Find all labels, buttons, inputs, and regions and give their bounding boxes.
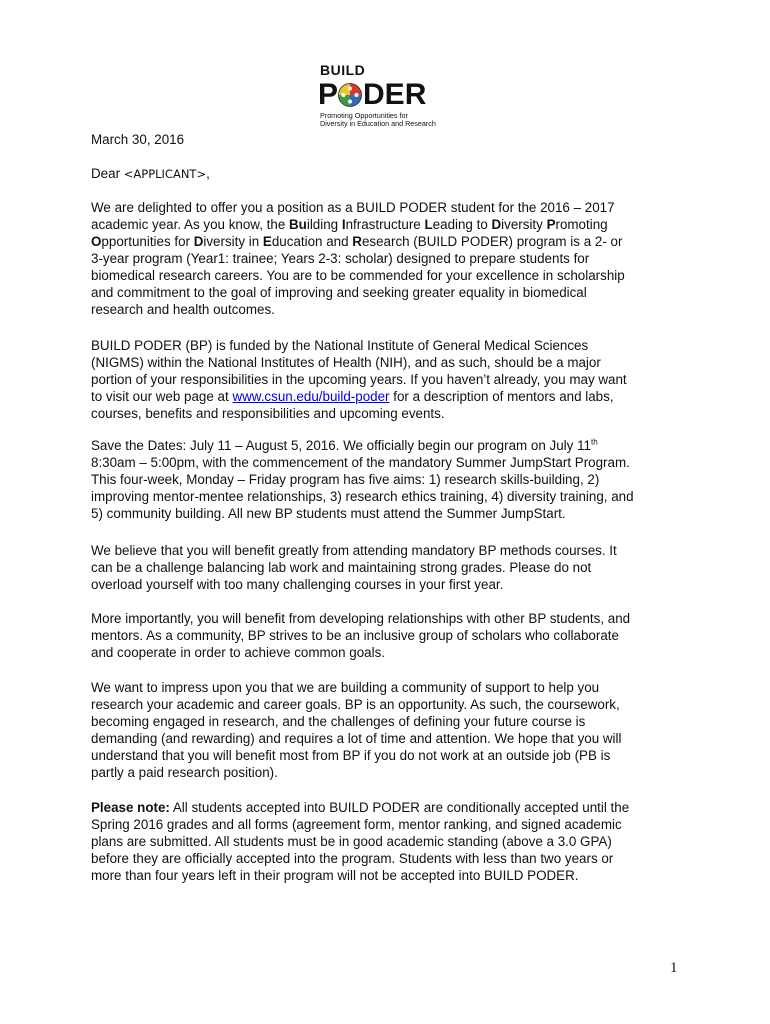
acronym-letter: R <box>352 234 362 249</box>
text-line: (NIGMS) within the National Institutes of Health (NIH), and as such, should be a major <box>91 355 601 370</box>
text-line: 3-year program (Year1: trainee; Years 2-3: scholar) designed to prepare students for <box>91 251 590 266</box>
text-run: romoting <box>555 217 608 232</box>
text-run: ducation and <box>271 234 353 249</box>
text-line: More importantly, you will benefit from developing relationships with other BP students, and <box>91 611 631 626</box>
applicant-placeholder: <APPLICANT> <box>123 167 207 181</box>
text-line: portion of your responsibilities in the upcoming years. If you haven’t already, you may want <box>91 372 627 387</box>
text-line: can be a challenge balancing lab work and maintaining strong grades. Please do not <box>91 560 592 575</box>
ordinal-suffix: th <box>590 437 598 447</box>
salutation <box>91 165 691 183</box>
text-line: research and health outcomes. <box>91 302 275 317</box>
text-run: nfrastructure <box>345 217 425 232</box>
text-line: We want to impress upon you that we are building a community of support to help you <box>91 680 600 695</box>
paragraph-dates <box>91 437 691 522</box>
acronym-letter: I <box>341 217 346 232</box>
text-line: mentors. As a community, BP strives to be an inclusive group of scholars who collaborate <box>91 628 619 643</box>
text-line: We believe that you will benefit greatly from attending mandatory BP methods courses. It <box>91 543 617 558</box>
salutation-suffix: , <box>206 166 210 181</box>
paragraph-community <box>91 679 691 781</box>
text-line: improving mentor-mentee relationships, 3) research ethics training, 4) diversity training, and <box>91 489 634 504</box>
text-line: and commitment to the goal of improving and seeking greater equality in biomedical <box>91 285 587 300</box>
logo-tagline <box>320 112 436 128</box>
text-line <box>91 437 691 454</box>
text-run: Save the Dates: July 11 – August 5, 2016. We officially begin our program on July 11 <box>91 438 591 453</box>
text-line: before they are officially accepted into the program. Students with less than two years or <box>91 851 614 866</box>
text-run: All students accepted into BUILD PODER are conditionally accepted until the <box>169 800 630 815</box>
text-run: pportunities for <box>101 234 194 249</box>
acronym-letter: P <box>546 217 556 232</box>
web-page-link[interactable]: www.csun.edu/build-poder <box>232 389 390 404</box>
logo-tagline-line: Promoting Opportunities for <box>320 111 408 120</box>
text-line: and cooperate in order to achieve common goals. <box>91 645 386 660</box>
text-line: Spring 2016 grades and all forms (agreement form, mentor ranking, and signed academic <box>91 817 622 832</box>
text-line: partly a paid research position). <box>91 765 278 780</box>
paragraph-please-note <box>91 799 691 884</box>
text-line <box>91 233 691 250</box>
text-line: overload yourself with too many challenging courses in your first year. <box>91 577 504 592</box>
text-run: academic year. As you know, the <box>91 217 289 232</box>
acronym-letter: O <box>91 234 102 249</box>
text-run: iversity <box>501 217 547 232</box>
logo-wordmark <box>318 80 426 110</box>
text-run: for a description of mentors and labs, <box>389 389 614 404</box>
text-run: to visit our web page at <box>91 389 233 404</box>
text-run: iversity in <box>203 234 263 249</box>
text-line <box>91 799 691 816</box>
text-run: esearch (BUILD PODER) program is a 2- or <box>361 234 623 249</box>
salutation-prefix: Dear <box>91 166 124 181</box>
text-line: more than four years left in their program will not be accepted into BUILD PODER. <box>91 868 579 883</box>
text-line <box>91 388 691 405</box>
paragraph-relationships <box>91 610 691 661</box>
paragraph-funding <box>91 337 691 422</box>
paragraph-courses <box>91 542 691 593</box>
puzzle-globe-icon <box>338 83 362 107</box>
acronym-letter: D <box>193 234 204 249</box>
acronym-letter: L <box>424 217 433 232</box>
build-poder-logo <box>318 62 452 130</box>
logo-tagline-line: Diversity in Education and Research <box>320 119 436 128</box>
text-line: courses, benefits and responsibilities and upcoming events. <box>91 406 445 421</box>
text-line: BUILD PODER (BP) is funded by the National Institute of General Medical Sciences <box>91 338 589 353</box>
text-line: plans are submitted. All students must be in good academic standing (above a 3.0 GPA) <box>91 834 612 849</box>
note-label: Please note: <box>91 800 170 815</box>
text-line: demanding (and rewarding) and requires a lot of time and attention. We hope that you will <box>91 731 622 746</box>
text-run: eading to <box>432 217 492 232</box>
text-line: We are delighted to offer you a position as a BUILD PODER student for the 2016 – 2017 <box>91 200 615 215</box>
text-line: 8:30am – 5:00pm, with the commencement of the mandatory Summer JumpStart Program. <box>91 455 630 470</box>
text-run: ilding <box>306 217 342 232</box>
acronym-letter: E <box>262 234 272 249</box>
acronym-letter: D <box>491 217 502 232</box>
text-line: understand that you will benefit most from BP if you do not work at an outside job (PB is <box>91 748 611 763</box>
paragraph-offer <box>91 199 691 318</box>
page-number: 1 <box>670 960 678 976</box>
text-line: becoming engaged in research, and the challenges of defining your future course is <box>91 714 586 729</box>
acronym-letter: Bu <box>289 217 307 232</box>
logo-letters-der: DER <box>363 78 427 111</box>
text-line: This four-week, Monday – Friday program has five aims: 1) research skills-building, 2) <box>91 472 600 487</box>
letter-date: March 30, 2016 <box>91 132 185 147</box>
logo-build-text: BUILD <box>320 62 366 78</box>
text-line: 5) community building. All new BP students must attend the Summer JumpStart. <box>91 506 566 521</box>
text-line: biomedical research careers. You are to be commended for your excellence in scholarship <box>91 268 625 283</box>
text-line <box>91 216 691 233</box>
logo-letter-p: P <box>318 78 338 111</box>
text-line: research your academic and career goals. BP is an opportunity. As such, the coursework, <box>91 697 620 712</box>
